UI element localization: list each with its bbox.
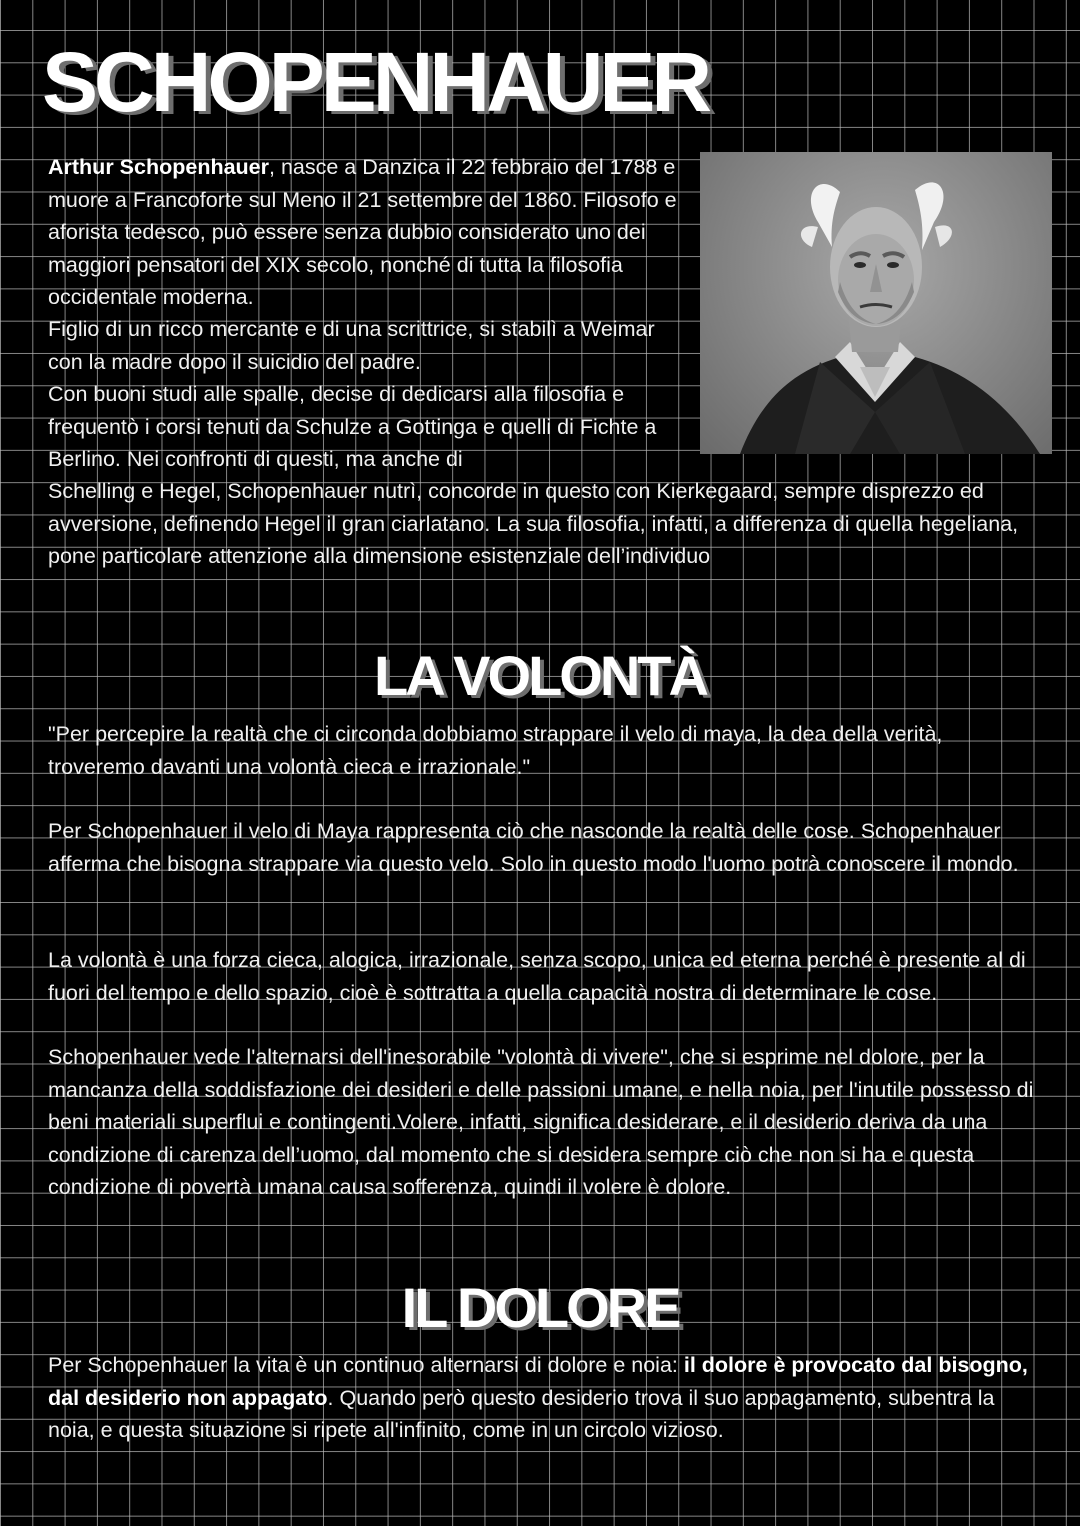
intro-text-1: , nasce a Danzica il 22 febbraio del 1788 e muore a Francoforte sul Meno il 21 settembre del 1860. Filosofo e aforista tedesco, può essere senza dubbio considerato uno dei maggiori pensatori del XIX secolo, nonché di tutta la filosofia occidentale moderna. [48, 155, 677, 309]
intro-paragraph-2: Figlio di un ricco mercante e di una scrittrice, si stabilì a Weimar con la madre dopo il suicidio del padre. [48, 317, 655, 374]
section-title-dolore: IL DOLORE [401, 1276, 679, 1339]
intro-paragraph-3: Con buoni studi alle spalle, decise di dedicarsi alla filosofia e frequentò i corsi tenuti da Schulze a Gottinga e quelli di Fichte a Berlino. Nei confronti di questi, ma anche di [48, 382, 657, 471]
volonta-paragraph-1: Per Schopenhauer il velo di Maya rappresenta ciò che nasconde la realtà delle cose. Schopenhauer afferma che bisogna strappare via questo velo. Solo in questo modo l'uomo potrà conoscere il mondo. [48, 819, 1019, 876]
portrait-illustration [700, 152, 1052, 454]
volonta-paragraph-2: La volontà è una forza cieca, alogica, irrazionale, senza scopo, unica ed eterna perché è presente al di fuori del tempo e dello spazio, cioè è sottratta a quella capacità nostra di determinare le cose. [48, 948, 1026, 1005]
intro-name: Arthur Schopenhauer [48, 155, 269, 179]
volonta-quote: "Per percepire la realtà che ci circonda dobbiamo strappare il velo di maya, la dea della verità, troveremo davanti una volontà cieca e irrazionale." [48, 722, 943, 779]
section-title-volonta: LA VOLONTÀ [374, 644, 706, 707]
volonta-paragraph-3: Schopenhauer vede l'alternarsi dell'inesorabile "volontà di vivere", che si esprime nel dolore, per la mancanza della soddisfazione dei desideri e delle passioni umane, e nella noia, per l'inutile possesso di beni materiali superflui e contingenti.Volere, infatti, significa desiderare, e il desiderio deriva da una condizione di carenza dell’uomo, dal momento che si desidera sempre ciò che non si ha e questa condizione di povertà umana causa sofferenza, quindi il volere è dolore. [48, 1045, 1034, 1199]
dolore-text-start: Per Schopenhauer la vita è un continuo alternarsi di dolore e noia: [48, 1353, 684, 1377]
dolore-text-end: . Quando però questo desiderio trova il suo appagamento, subentra la noia, e questa situazione si ripete all'infinito, come in un circolo vizioso. [48, 1385, 995, 1442]
portrait-photo [700, 152, 1052, 454]
dolore-text-bold: il dolore è provocato dal bisogno, dal desiderio non appagato [48, 1353, 1028, 1410]
intro-paragraph-1 [48, 151, 688, 314]
dolore-paragraph [48, 1349, 1038, 1447]
page-title: SCHOPENHAUER [42, 35, 709, 129]
intro-paragraph-4: Schelling e Hegel, Schopenhauer nutrì, concorde in questo con Kierkegaard, sempre disprezzo ed avversione, definendo Hegel il gran ciarlatano. La sua filosofia, infatti, a differenza di quella hegeliana, pone particolare attenzione alla dimensione esistenziale dell’individuo [48, 479, 1019, 568]
